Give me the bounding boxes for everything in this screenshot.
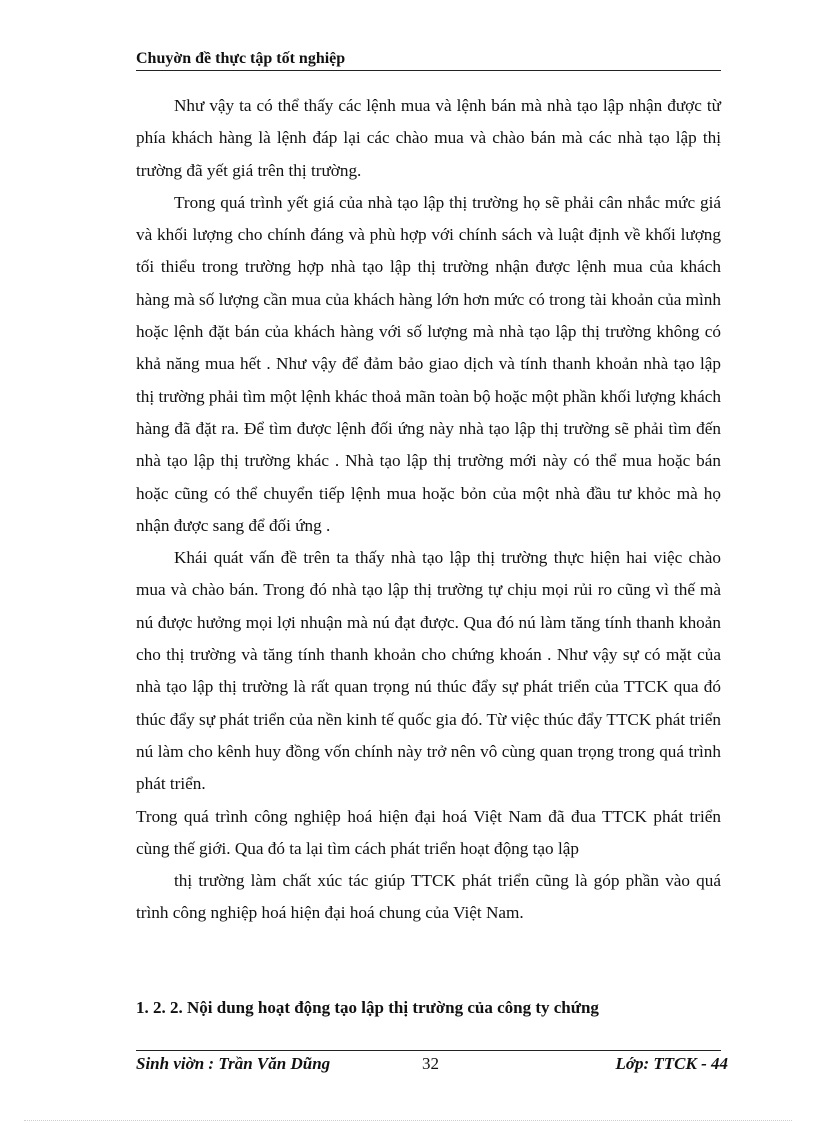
document-body xyxy=(136,90,721,930)
page-edge-dotted-line xyxy=(24,1120,792,1121)
paragraph: Trong quá trình công nghiệp hoá hiện đại hoá Việt Nam đã đua TTCK phát triển cùng thế giới. Qua đó ta lại tìm cách phát triển hoạt động tạo lập xyxy=(136,806,721,858)
paragraph: thị trường làm chất xúc tác giúp TTCK phát triển cũng là góp phần vào quá trình công nghiệp hoá hiện đại hoá chung của Việt Nam. xyxy=(136,871,721,923)
footer-divider xyxy=(136,1050,721,1051)
paragraph: Trong quá trình yết giá của nhà tạo lập thị trường họ sẽ phải cân nhắc mức giá và khối lượng cho chính đáng và phù hợp với chính sách và luật định về khối lượng tối thiểu trong trường hợp nhà tạo lập thị trường nhận được lệnh mua của khách hàng mà số lượng cần mua của khách hàng lớn hơn mức có trong tài khoản của mình hoặc lệnh đặt bán của khách hàng với số lượng mà nhà tạo lập thị trường không có khả năng mua hết . Như vậy để đảm bảo giao dịch và tính thanh khoản nhà tạo lập thị trường phải tìm một lệnh khác thoả mãn toàn bộ hoặc một phần khối lượng khách hàng đã đặt ra. Để tìm được lệnh đối ứng này nhà tạo lập thị trường sẽ phải tìm đến nhà tạo lập thị trường khác . Nhà tạo lập thị trường mới này có thể mua hoặc bán hoặc cũng có thể chuyển tiếp lệnh mua hoặc bỏn của một nhà đầu tư khỏc mà họ nhận được sang để đối ứng . xyxy=(136,192,721,535)
page-number: 32 xyxy=(422,1054,439,1073)
paragraph: Như vậy ta có thể thấy các lệnh mua và lệnh bán mà nhà tạo lập nhận được từ phía khách hàng là lệnh đáp lại các chào mua và chào bán mà các nhà tạo lập thị trường đã yết giá trên thị trường. xyxy=(136,96,721,180)
footer-class: Lớp: TTCK - 44 xyxy=(615,1054,728,1073)
page-header-title: Chuyờn đề thực tập tốt nghiệp xyxy=(136,50,346,67)
paragraph: Khái quát vấn đề trên ta thấy nhà tạo lập thị trường thực hiện hai việc chào mua và chào bán. Trong đó nhà tạo lập thị trường tự chịu mọi rủi ro cũng vì thế mà nú được hưởng mọi lợi nhuận mà nú đạt được. Qua đó nú làm tăng tính thanh khoản cho thị trường và tăng tính thanh khoản cho chứng khoán . Như vậy sự có mặt của nhà tạo lập thị trường là rất quan trọng nú thúc đẩy sự phát triển của TTCK qua đó thúc đẩy sự phát triển của nền kinh tế quốc gia đó. Từ việc thúc đẩy TTCK phát triển nú làm cho kênh huy đồng vốn chính này trở nên vô cùng quan trọng trong quá trình phát triển. xyxy=(136,548,721,794)
section-heading: 1. 2. 2. Nội dung hoạt động tạo lập thị trường của công ty chứng xyxy=(136,998,599,1017)
header-divider xyxy=(136,70,721,71)
footer-author: Sinh viờn : Trần Văn Dũng xyxy=(136,1054,331,1073)
